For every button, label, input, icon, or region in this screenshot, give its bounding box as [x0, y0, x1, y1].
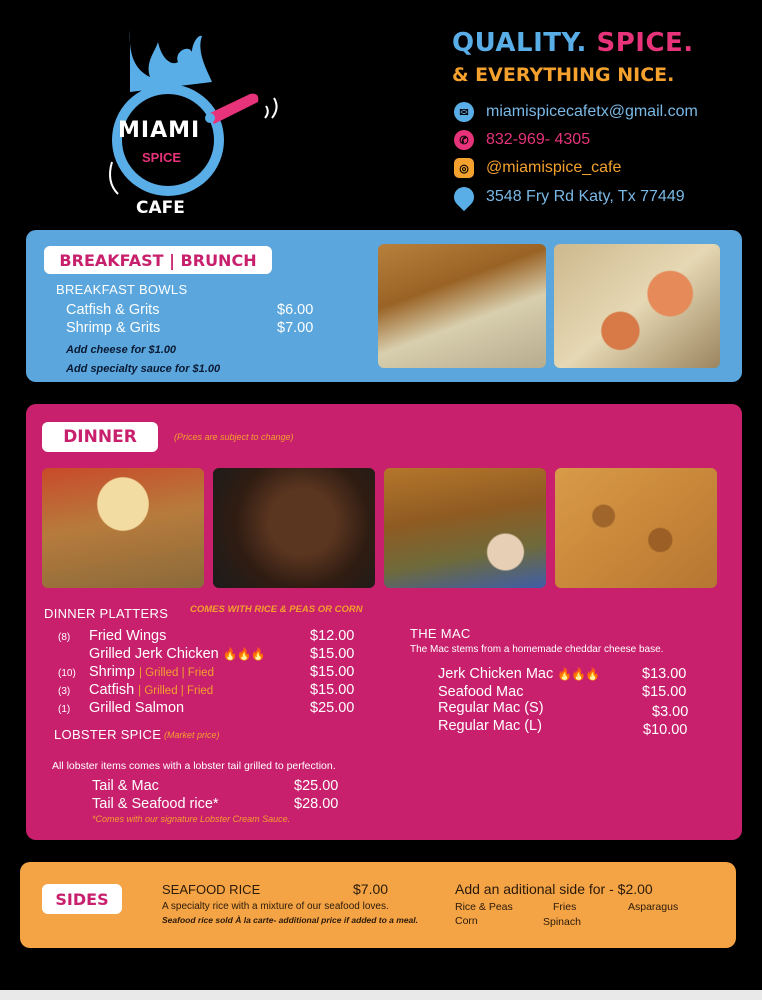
tagline-everything-nice: & EVERYTHING NICE.	[452, 64, 675, 86]
contact-instagram[interactable]	[454, 158, 621, 178]
email-icon: ✉	[454, 102, 474, 122]
sides-panel	[20, 862, 736, 948]
logo-cafe: CAFE	[136, 198, 185, 218]
lobster-item-price: $28.00	[294, 796, 339, 812]
logo	[100, 22, 290, 222]
fried-seafood-photo	[384, 468, 546, 588]
mac-item-name: Regular Mac (S)	[438, 700, 544, 716]
lobster-item-name: Tail & Mac	[92, 778, 159, 794]
lobster-item-name: Tail & Seafood rice*	[92, 796, 219, 812]
breakfast-bowls-heading: BREAKFAST BOWLS	[56, 282, 188, 297]
platter-name: Catfish | Grilled | Fried	[89, 682, 214, 698]
platter-price: $25.00	[310, 700, 355, 716]
dinner-platters-note: COMES WITH RICE & PEAS OR CORN	[190, 604, 363, 615]
breakfast-note: Add cheese for $1.00	[66, 344, 177, 356]
add-side-label: Add an aditional side for - $2.00	[455, 881, 653, 897]
breakfast-item-name: Shrimp & Grits	[66, 320, 161, 336]
side-option: Asparagus	[628, 901, 679, 913]
platter-qty: (3)	[58, 686, 71, 697]
mac-item-price: $3.00	[652, 704, 689, 720]
mac-item-price: $13.00	[642, 666, 687, 682]
tagline-spice: SPICE.	[596, 28, 694, 58]
side-option: Corn	[455, 915, 478, 927]
platter-qty: (1)	[58, 704, 71, 715]
lobster-description: All lobster items comes with a lobster tail grilled to perfection.	[52, 760, 336, 772]
sides-title: SIDES	[42, 884, 122, 914]
logo-miami: MIAMI	[118, 118, 201, 143]
breakfast-item-name: Catfish & Grits	[66, 302, 160, 318]
seafood-rice-name: SEAFOOD RICE	[162, 882, 261, 897]
breakfast-item-price: $6.00	[277, 302, 314, 318]
mac-item-name: Regular Mac (L)	[438, 718, 542, 734]
side-option: Rice & Peas	[455, 901, 513, 913]
address-text: 3548 Fry Rd Katy, Tx 77449	[486, 188, 685, 205]
lobster-note: (Market price)	[164, 730, 220, 740]
side-option: Spinach	[543, 916, 581, 928]
dinner-panel	[26, 404, 742, 840]
shrimp-grits-photo	[554, 244, 720, 368]
mac-description: The Mac stems from a homemade cheddar cheese base.	[410, 644, 664, 655]
side-option: Fries	[553, 901, 577, 913]
platter-name: Fried Wings	[89, 628, 167, 644]
mac-item-name: Seafood Mac	[438, 684, 524, 700]
platter-qty: (8)	[58, 632, 71, 643]
phone-text: 832-969- 4305	[486, 131, 591, 148]
phone-icon: ✆	[454, 130, 474, 150]
lobster-rice-photo	[42, 468, 204, 588]
tagline-quality: QUALITY.	[452, 28, 587, 58]
location-pin-icon	[450, 183, 478, 211]
dinner-title: DINNER	[42, 422, 158, 452]
mac-item-name: Jerk Chicken Mac 🔥🔥🔥	[438, 666, 600, 682]
logo-spice: SPICE	[142, 150, 182, 165]
mac-item-price: $15.00	[642, 684, 687, 700]
platter-qty: (10)	[58, 668, 76, 679]
breakfast-note: Add specialty sauce for $1.00	[66, 363, 221, 375]
platter-price: $15.00	[310, 682, 355, 698]
breakfast-title: BREAKFAST | BRUNCH	[44, 246, 272, 274]
dinner-price-note: (Prices are subject to change)	[174, 432, 294, 442]
email-text: miamispicecafetx@gmail.com	[486, 103, 698, 120]
seafood-rice-note: Seafood rice sold À la carte- additional price if added to a meal.	[162, 915, 419, 925]
platter-price: $12.00	[310, 628, 355, 644]
platter-name: Grilled Salmon	[89, 700, 185, 716]
instagram-text: @miamispice_cafe	[486, 159, 622, 176]
mac-item-price: $10.00	[643, 722, 688, 738]
fire-icon: 🔥🔥🔥	[222, 647, 265, 661]
platter-name: Shrimp | Grilled | Fried	[89, 664, 214, 680]
seafood-rice-price: $7.00	[353, 881, 389, 897]
contact-address[interactable]	[454, 187, 685, 207]
contact-email[interactable]	[454, 102, 698, 122]
lobster-footnote: *Comes with our signature Lobster Cream Sauce.	[92, 814, 291, 824]
breakfast-item-price: $7.00	[277, 320, 314, 336]
platter-name: Grilled Jerk Chicken 🔥🔥🔥	[89, 646, 265, 662]
instagram-icon: ◎	[454, 158, 474, 178]
platter-price: $15.00	[310, 646, 355, 662]
mac-cheese-photo	[555, 468, 717, 588]
breakfast-panel	[26, 230, 742, 382]
jerk-chicken-photo	[213, 468, 375, 588]
catfish-grits-photo	[378, 244, 546, 368]
platter-price: $15.00	[310, 664, 355, 680]
lobster-heading: LOBSTER SPICE	[54, 727, 162, 742]
bottom-edge	[0, 990, 762, 1000]
seafood-rice-description: A specialty rice with a mixture of our seafood loves.	[162, 901, 389, 912]
fire-icon: 🔥🔥🔥	[557, 667, 600, 681]
mac-heading: THE MAC	[410, 626, 471, 641]
dinner-platters-heading: DINNER PLATTERS	[44, 606, 169, 621]
lobster-item-price: $25.00	[294, 778, 339, 794]
contact-phone[interactable]	[454, 130, 590, 150]
tagline	[452, 28, 694, 58]
